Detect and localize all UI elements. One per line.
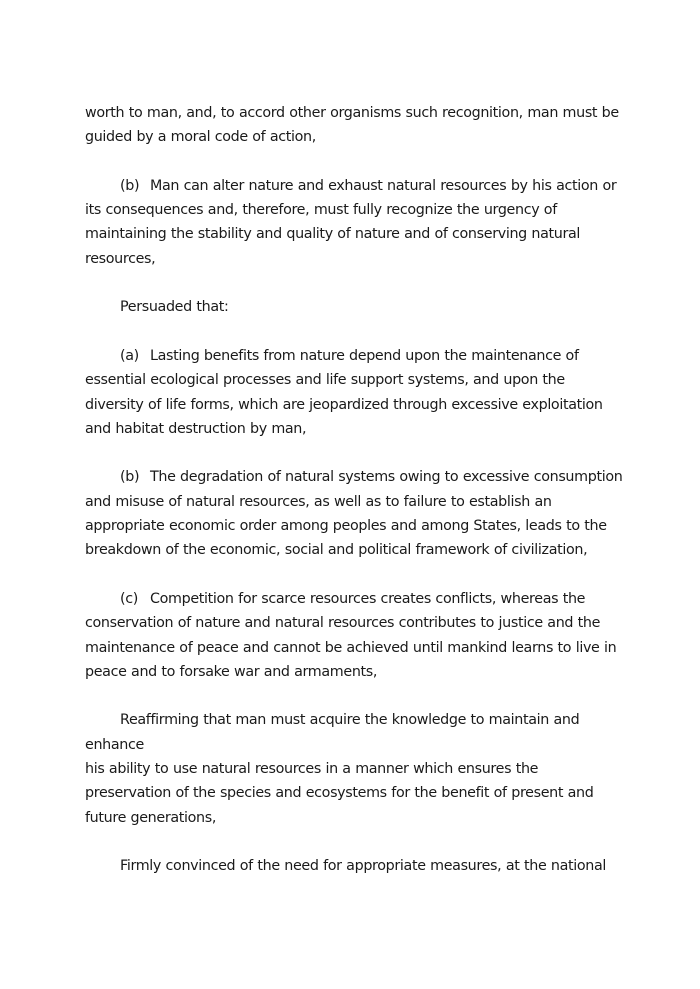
paragraph-gap <box>85 563 625 587</box>
document-body <box>85 101 625 879</box>
text-line: appropriate economic order among peoples and among States, leads to the <box>85 518 607 535</box>
paragraph-a-lasting-benefits <box>85 344 625 441</box>
text-line: breakdown of the economic, social and political framework of civilization, <box>85 542 588 559</box>
text-line: Firmly convinced of the need for appropriate measures, at the national <box>120 858 607 875</box>
text-line: and habitat destruction by man, <box>85 420 307 437</box>
text-line: worth to man, and, to accord other organisms such recognition, man must be <box>85 105 619 121</box>
text-line: peace and to forsake war and armaments, <box>85 663 378 680</box>
text-line <box>85 465 625 489</box>
text-line: conservation of nature and natural resources contributes to justice and the <box>85 615 601 632</box>
text-line: maintaining the stability and quality of nature and of conserving natural <box>85 226 581 243</box>
paragraph-marker: (a) <box>120 347 139 364</box>
paragraph-firmly-convinced <box>85 854 625 878</box>
text-line: enhance <box>85 736 144 753</box>
text-line: future generations, <box>85 809 217 826</box>
text-line-content: The degradation of natural systems owing to excessive consumption <box>150 469 623 486</box>
text-line: diversity of life forms, which are jeopardized through excessive exploitation <box>85 396 603 413</box>
text-line: resources, <box>85 250 156 267</box>
paragraph-reaffirming <box>85 708 625 829</box>
text-line: Reaffirming that man must acquire the knowledge to maintain and <box>120 712 580 729</box>
paragraph-b-alter-nature <box>85 174 625 271</box>
paragraph-gap <box>85 320 625 344</box>
text-line-content: Lasting benefits from nature depend upon the maintenance of <box>150 347 579 364</box>
text-line: its consequences and, therefore, must fully recognize the urgency of <box>85 202 557 219</box>
text-line <box>85 587 625 611</box>
text-line-content: Competition for scarce resources creates conflicts, whereas the <box>150 590 586 607</box>
text-line: preservation of the species and ecosystems for the benefit of present and <box>85 785 594 802</box>
paragraph-gap <box>85 441 625 465</box>
paragraph-marker: (c) <box>120 590 138 607</box>
text-line: essential ecological processes and life support systems, and upon the <box>85 372 565 389</box>
text-line: his ability to use natural resources in a manner which ensures the <box>85 761 539 778</box>
text-line: guided by a moral code of action, <box>85 129 316 146</box>
text-line: maintenance of peace and cannot be achieved until mankind learns to live in <box>85 639 617 656</box>
paragraph-marker: (b) <box>120 469 140 486</box>
persuaded-heading: Persuaded that: <box>120 299 229 316</box>
paragraph-gap <box>85 830 625 854</box>
paragraph-gap <box>85 684 625 708</box>
text-line-content: Man can alter nature and exhaust natural resources by his action or <box>150 177 617 194</box>
paragraph-marker: (b) <box>120 177 140 194</box>
text-line <box>85 174 625 198</box>
paragraph-b-degradation <box>85 465 625 562</box>
paragraph-gap <box>85 150 625 174</box>
paragraph-worth-to-man <box>85 101 625 150</box>
paragraph-gap <box>85 271 625 295</box>
text-line <box>85 344 625 368</box>
paragraph-c-competition <box>85 587 625 684</box>
text-line: and misuse of natural resources, as well as to failure to establish an <box>85 493 552 510</box>
persuaded-heading-paragraph <box>85 295 625 319</box>
